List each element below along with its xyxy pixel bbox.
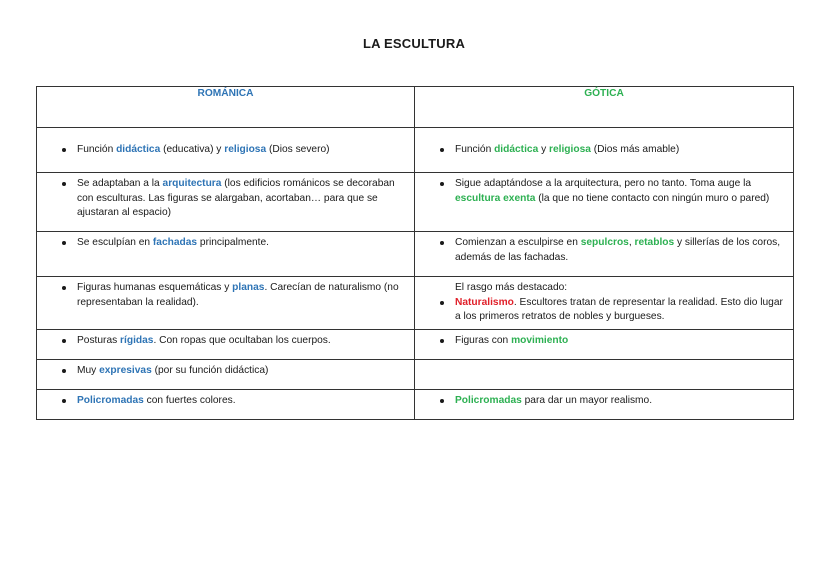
text-segment: Función (455, 143, 495, 155)
text-segment: Sigue adaptándose a la arquitectura, pero no tanto. Toma auge la (455, 178, 752, 189)
romanica-cell (37, 232, 415, 277)
text-segment: Muy (77, 364, 100, 376)
keyword-romanica: didáctica (116, 143, 161, 155)
text-segment: y sillerías de los coros, además de las fachadas. (455, 237, 781, 263)
bullet-item (77, 394, 406, 409)
header-gotica: GÓTICA (415, 87, 794, 128)
table-row (37, 389, 794, 419)
keyword-gotica: Policromadas (455, 394, 522, 406)
text-segment: . Carecían de naturalismo (no representaban la realidad). (77, 282, 399, 308)
bullet-item (77, 143, 406, 158)
keyword-highlight: Naturalismo (455, 296, 514, 308)
romanica-cell (37, 359, 415, 389)
text-segment: Función (77, 143, 117, 155)
header-romanica: ROMÁNICA (37, 87, 415, 128)
text-segment: Comienzan a esculpirse en (455, 237, 581, 248)
text-segment: Se adaptaban a la (77, 178, 163, 189)
bullet-item (455, 334, 785, 349)
romanica-cell (37, 389, 415, 419)
table-row (37, 359, 794, 389)
text-segment: Se esculpían en (77, 237, 153, 248)
romanica-cell (37, 277, 415, 330)
keyword-romanica: planas (232, 282, 265, 293)
bullet-item (455, 236, 785, 265)
bullet-item (77, 364, 406, 379)
text-segment: (Dios severo) (266, 143, 330, 155)
text-segment: , (628, 237, 635, 248)
gotica-intro-text: El rasgo más destacado: (455, 282, 568, 293)
romanica-cell (37, 128, 415, 173)
bullet-item (77, 281, 406, 310)
bullet-item (77, 334, 406, 349)
keyword-gotica: escultura exenta (455, 192, 536, 204)
text-segment: principalmente. (197, 237, 269, 248)
keyword-romanica: expresivas (99, 364, 152, 376)
table-row (37, 232, 794, 277)
text-segment: Figuras humanas esquemáticas y (77, 282, 233, 293)
keyword-romanica: fachadas (152, 237, 198, 248)
keyword-gotica: retablos (634, 237, 675, 248)
gotica-cell (415, 232, 794, 277)
bullet-item (77, 177, 406, 221)
header-row (37, 87, 794, 128)
gotica-cell (415, 128, 794, 173)
gotica-cell (415, 389, 794, 419)
table-row (37, 128, 794, 173)
text-segment: y (538, 143, 550, 155)
table-row (37, 173, 794, 232)
table-row (37, 277, 794, 330)
text-segment: (educativa) y (160, 143, 225, 155)
romanica-cell (37, 173, 415, 232)
keyword-romanica: rígidas (120, 334, 154, 346)
text-segment: con fuertes colores. (143, 394, 236, 406)
text-segment: para dar un mayor realismo. (521, 394, 653, 406)
keyword-romanica: Policromadas (77, 394, 144, 406)
page-title: LA ESCULTURA (362, 36, 466, 51)
romanica-cell (37, 329, 415, 359)
bullet-item (455, 296, 785, 325)
keyword-gotica: movimiento (511, 334, 569, 346)
comparison-table (36, 86, 794, 420)
text-segment: (por su función didáctica) (151, 364, 269, 376)
bullet-item (455, 143, 785, 158)
keyword-romanica: arquitectura (162, 178, 222, 189)
text-segment: . Escultores tratan de representar la realidad. Esto dio lugar a los primeros retratos de nobles y burgueses. (455, 296, 783, 322)
text-segment: (los edificios románicos se decoraban con esculturas. Las figuras se alargaban, acortaban… para que se ajustaran al espacio) (77, 178, 395, 218)
text-segment: Figuras con (455, 334, 512, 346)
text-segment: . Con ropas que ocultaban los cuerpos. (153, 334, 331, 346)
bullet-item (455, 394, 785, 409)
bullet-item (455, 177, 785, 206)
gotica-cell (415, 173, 794, 232)
keyword-romanica: religiosa (224, 143, 267, 155)
keyword-gotica: religiosa (549, 143, 591, 155)
gotica-cell (415, 277, 794, 330)
text-segment: (Dios más amable) (590, 143, 680, 155)
keyword-gotica: didáctica (494, 143, 539, 155)
text-segment: (la que no tiene contacto con ningún muro o pared) (535, 192, 770, 204)
gotica-cell-empty (415, 359, 794, 389)
gotica-cell (415, 329, 794, 359)
table-row (37, 329, 794, 359)
keyword-gotica: sepulcros (580, 237, 629, 248)
bullet-item (77, 236, 406, 251)
text-segment: Posturas (77, 334, 121, 346)
